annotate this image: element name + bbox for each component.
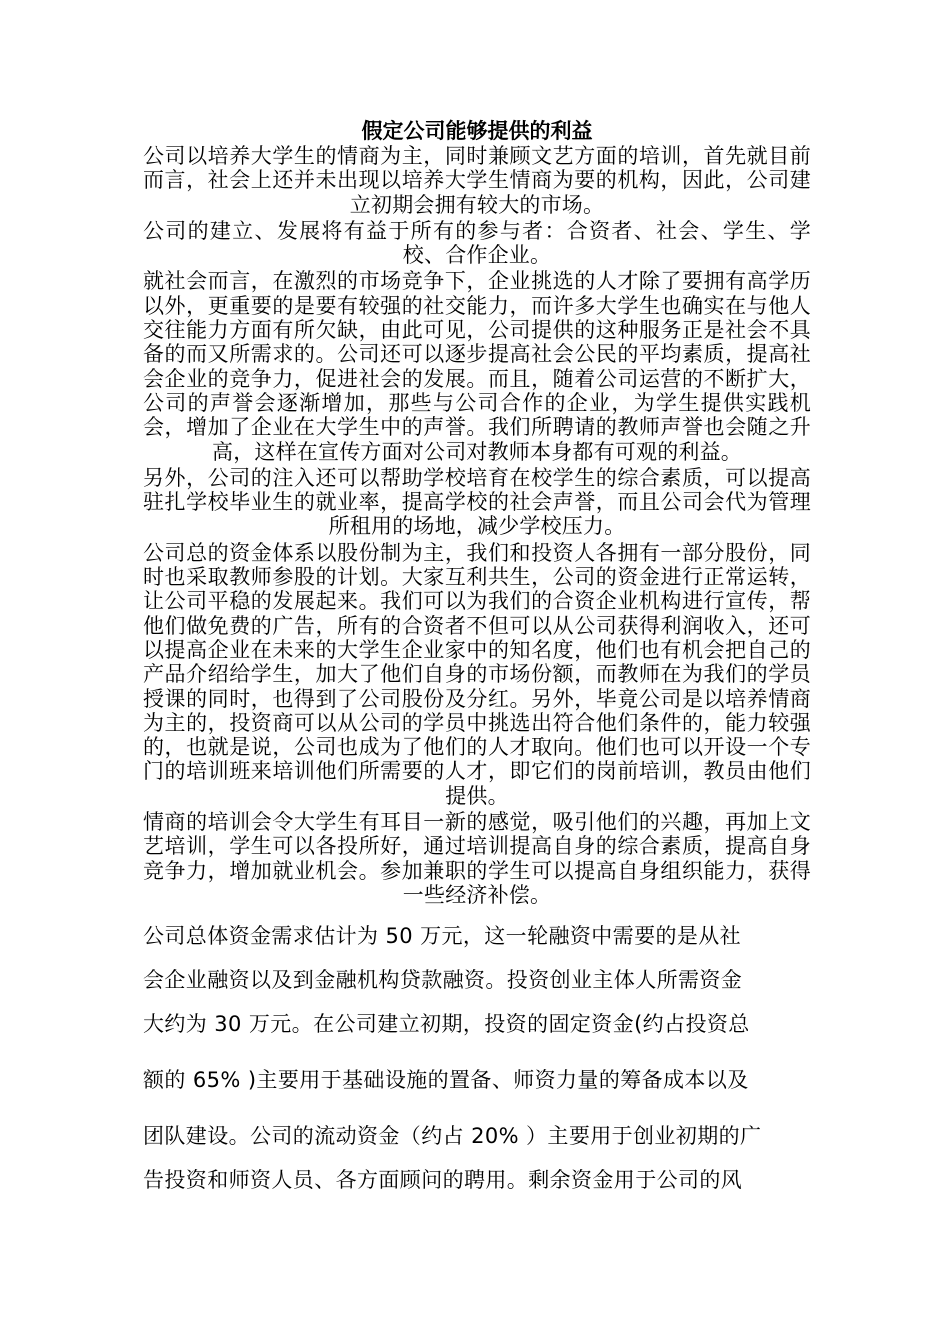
paragraph-participants: 公司的建立、发展将有益于所有的参与者：合资者、社会、学生、学校、合作企业。 xyxy=(143,218,811,268)
funding-line: 额的 65% )主要用于基础设施的置备、师资力量的筹备成本以及 xyxy=(143,1068,749,1093)
paragraph-market: 公司以培养大学生的情商为主，同时兼顾文艺方面的培训，首先就目前而言，社会上还并未出现以培养大学生情商为要的机构，因此，公司建立初期会拥有较大的市场。 xyxy=(143,144,811,217)
paragraph-capital-system: 公司总的资金体系以股份制为主，我们和投资人各拥有一部分股份，同时也采取教师参股的计划。大家互利共生，公司的资金进行正常运转，让公司平稳的发展起来。我们可以为我们的合资企业机构进行宣传，帮他们做免费的广告，所有的合资者不但可以从公司获得利润收入，还可以提高企业在未来的大学生企业家中的知名度，他们也有机会把自己的产品介绍给学生，加大了他们自身的市场份额，而教师在为我们的学员授课的同时，也得到了公司股份及分红。另外，毕竟公司是以培养情商为主的，投资商可以从公司的学员中挑选出符合他们条件的，能力较强的，也就是说，公司也成为了他们的人才取向。他们也可以开设一个专门的培训班来培训他们所需要的人才，即它们的岗前培训，教员由他们提供。 xyxy=(143,540,811,808)
funding-line: 告投资和师资人员、各方面顾问的聘用。剩余资金用于公司的风 xyxy=(143,1168,743,1193)
document-page xyxy=(143,118,811,1203)
funding-line: 大约为 30 万元。在公司建立初期，投资的固定资金(约占投资总 xyxy=(143,1012,750,1037)
paragraph-society: 就社会而言，在激烈的市场竞争下，企业挑选的人才除了要拥有高学历以外，更重要的是要有较强的社交能力，而许多大学生也确实在与他人交往能力方面有所欠缺，由此可见，公司提供的这种服务正是社会不具备的而又所需求的。公司还可以逐步提高社会公民的平均素质，提高社会企业的竞争力，促进社会的发展。而且，随着公司运营的不断扩大，公司的声誉会逐渐增加，那些与公司合作的企业，为学生提供实践机会，增加了企业在大学生中的声誉。我们所聘请的教师声誉也会随之升高，这样在宣传方面对公司对教师本身都有可观的利益。 xyxy=(143,269,811,464)
paragraph-funding xyxy=(143,915,811,1203)
funding-line: 会企业融资以及到金融机构贷款融资。投资创业主体人所需资金 xyxy=(143,968,743,993)
funding-line: 公司总体资金需求估计为 50 万元，这一轮融资中需要的是从社 xyxy=(143,924,742,949)
document-title: 假定公司能够提供的利益 xyxy=(361,118,593,143)
paragraph-students: 情商的培训会令大学生有耳目一新的感觉，吸引他们的兴趣，再加上文艺培训，学生可以各投所好，通过培训提高自身的综合素质，提高自身竞争力，增加就业机会。参加兼职的学生可以提高自身组织能力，获得一些经济补偿。 xyxy=(143,810,811,907)
funding-line: 团队建设。公司的流动资金（约占 20% ）主要用于创业初期的广 xyxy=(143,1124,762,1149)
paragraph-school: 另外，公司的注入还可以帮助学校培育在校学生的综合素质，可以提高驻扎学校毕业生的就业率，提高学校的社会声誉，而且公司会代为管理所租用的场地，减少学校压力。 xyxy=(143,465,811,539)
